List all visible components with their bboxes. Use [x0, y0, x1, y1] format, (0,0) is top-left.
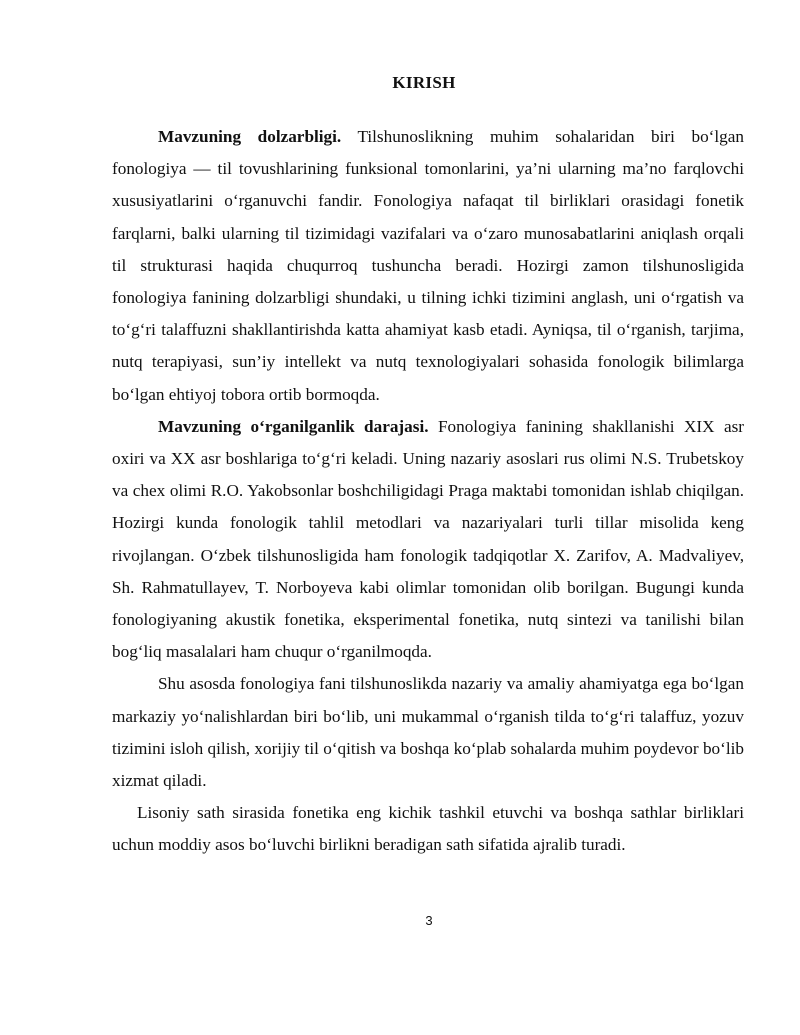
page-title: KIRISH — [392, 73, 456, 92]
paragraph-text: Tilshunoslikning muhim sohalaridan biri bo‘lgan fonologiya — til tovushlarining funksional tomonlarini, ya’ni ularning ma’no farqlovchi xususiyatlarini o‘rganuvchi fandir. Fonologiya nafaqat til birliklari orasidagi fonetik farqlarni, balki ularning til tizimidagi vazifalari va o‘zaro munosabatlarini aniqlash orqali til strukturasi haqida chuqurroq tushuncha beradi. Hozirgi zamon tilshunosligida fonologiya fanining dolzarbligi shundaki, u tilning ichki tizimini anglash, uni o‘rgatish va to‘g‘ri talaffuzni shakllantirishda katta ahamiyat kasb etadi. Ayniqsa, til o‘rganish, tarjima, nutq terapiyasi, sun’iy intellekt va nutq texnologiyalari sohasida fonologik bilimlarga bo‘lgan ehtiyoj tobora ortib bormoqda. — [112, 127, 744, 404]
paragraph-text: Fonologiya fanining shakllanishi XIX asr oxiri va XX asr boshlariga to‘g‘ri keladi. Uning nazariy asoslari rus olimi N.S. Trubetskoy va chex olimi R.O. Yakobsonlar boshchiligidagi Praga maktabi tomonidan ishlab chiqilgan. Hozirgi kunda fonologik tahlil metodlari va nazariyalari turli tillar misolida keng rivojlangan. O‘zbek tilshunosligida ham fonologik tadqiqotlar X. Zarifov, A. Madvaliyev, Sh. Rahmatullayev, T. Norboyeva kabi olimlar tomonidan olib borilgan. Bugungi kunda fonologiyaning akustik fonetika, eksperimental fonetika, nutq sintezi va tanilishi bilan bog‘liq masalalari ham chuqur o‘rganilmoqda. — [112, 416, 744, 662]
paragraph-conclusion — [112, 668, 744, 797]
paragraph-linguistic-level — [112, 797, 744, 861]
paragraph-text: Shu asosda fonologiya fani tilshunoslikda nazariy va amaliy ahamiyatga ega bo‘lgan markaziy yo‘nalishlardan biri bo‘lib, uni mukammal o‘rganish tilda to‘g‘ri talaffuz, yozuv tizimini isloh qilish, xorijiy til o‘qitish va boshqa ko‘plab sohalarda muhim poydevor bo‘lib xizmat qiladi. — [112, 674, 744, 791]
paragraph-relevance — [112, 121, 744, 411]
paragraph-text: Lisoniy sath sirasida fonetika eng kichik tashkil etuvchi va boshqa sathlar birliklari uchun moddiy asos bo‘luvchi birlikni beradigan sath sifatida ajralib turadi. — [112, 803, 744, 855]
paragraph-lead: Mavzuning o‘rganilganlik darajasi. — [158, 416, 429, 436]
document-body — [112, 121, 744, 862]
paragraph-lead: Mavzuning dolzarbligi. — [158, 127, 342, 146]
paragraph-study-degree — [112, 411, 744, 669]
page-number: 3 — [425, 913, 433, 928]
